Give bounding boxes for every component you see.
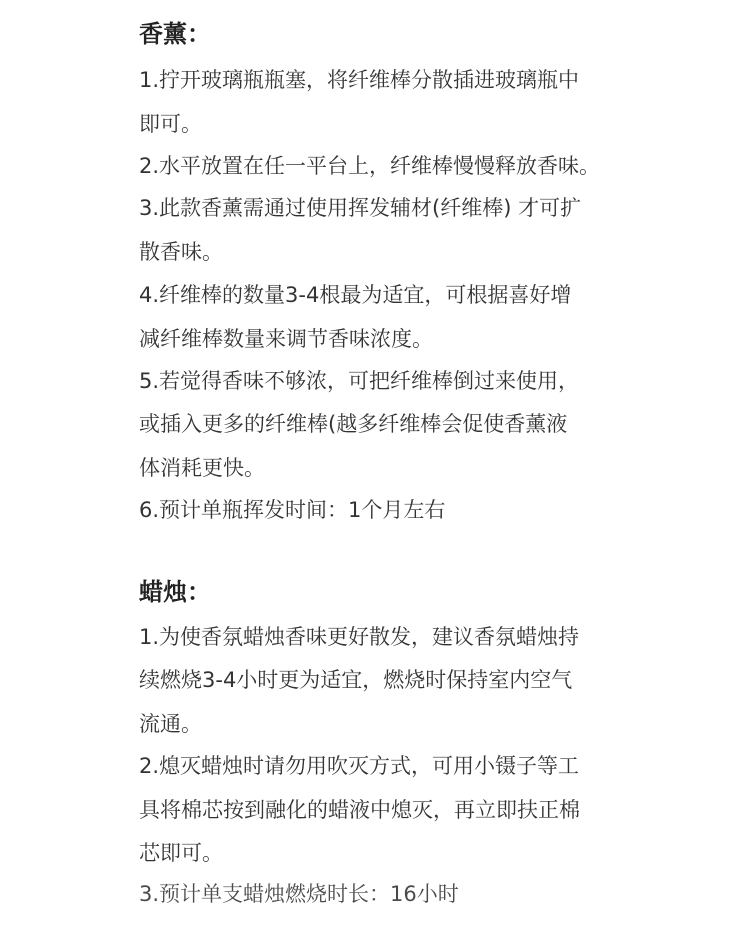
- candle-item-1-line-1: 1.为使香氛蜡烛香味更好散发，建议香氛蜡烛持: [139, 625, 580, 649]
- aroma-item-4-line-2: 减纤维棒数量来调节香味浓度。: [139, 327, 433, 351]
- aroma-item-5-line-3: 体消耗更快。: [139, 456, 265, 480]
- aroma-item-4-line-1: 4.纤维棒的数量3-4根最为适宜，可根据喜好增: [139, 283, 572, 307]
- aroma-heading: 香薰：: [139, 20, 211, 48]
- aroma-item-6-line-1: 6.预计单瓶挥发时间：1个月左右: [139, 498, 446, 522]
- aroma-item-1-line-2: 即可。: [139, 112, 202, 136]
- aroma-item-1-line-1: 1.拧开玻璃瓶瓶塞，将纤维棒分散插进玻璃瓶中: [139, 68, 580, 92]
- aroma-item-5-line-2: 或插入更多的纤维棒(越多纤维棒会促使香薰液: [139, 412, 568, 436]
- candle-item-1-line-3: 流通。: [139, 712, 202, 736]
- aroma-item-5-line-1: 5.若觉得香味不够浓，可把纤维棒倒过来使用，: [139, 369, 580, 393]
- candle-item-3-line-1: 3.预计单支蜡烛燃烧时长：16小时: [139, 882, 459, 906]
- candle-item-2-line-1: 2.熄灭蜡烛时请勿用吹灭方式，可用小镊子等工: [139, 754, 580, 778]
- candle-item-1-line-2: 续燃烧3-4小时更为适宜，燃烧时保持室内空气: [139, 668, 573, 692]
- candle-item-2-line-2: 具将棉芯按到融化的蜡液中熄灭，再立即扶正棉: [139, 798, 580, 822]
- candle-item-2-line-3: 芯即可。: [139, 841, 223, 865]
- aroma-item-3-line-1: 3.此款香薰需通过使用挥发辅材(纤维棒) 才可扩: [139, 196, 582, 220]
- aroma-item-3-line-2: 散香味。: [139, 240, 223, 264]
- aroma-item-2-line-1: 2.水平放置在任一平台上，纤维棒慢慢释放香味。: [139, 154, 601, 178]
- candle-heading: 蜡烛：: [139, 578, 211, 606]
